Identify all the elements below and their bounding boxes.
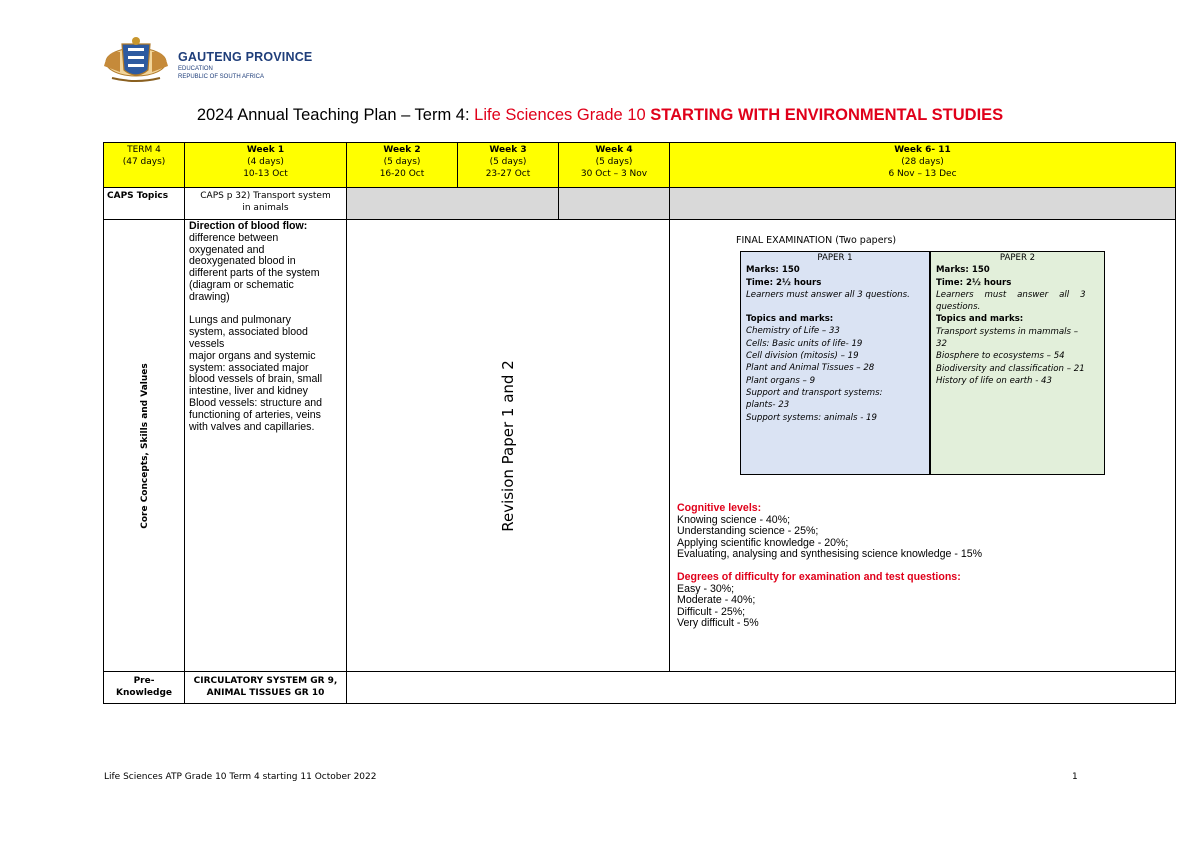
page-number: 1 [1072, 772, 1078, 782]
caps-topic-line-1: CAPS p 32) Transport system [200, 191, 331, 201]
header-week-6-11-days: (28 days) [901, 157, 944, 167]
pre-knowledge-label [103, 671, 185, 704]
paper-2-topic: History of life on earth - 43 [936, 375, 1052, 386]
gauteng-logo [98, 36, 328, 84]
title-part-plan: 2024 Annual Teaching Plan – Term 4: [196, 106, 475, 124]
header-week-1 [184, 142, 347, 188]
paper-2-marks: Marks: 150 [936, 265, 990, 276]
header-week-2 [346, 142, 458, 188]
w1-line: drawing) [189, 290, 230, 303]
pre-knowledge-line-2: ANIMAL TISSUES GR 10 [206, 688, 325, 698]
cognitive-level-item: Applying scientific knowledge - 20%; [677, 536, 849, 549]
header-term [103, 142, 185, 188]
paper-1-topic: Support and transport systems: [746, 387, 883, 398]
w1-line: oxygenated and [189, 243, 265, 256]
w1-line: major organs and systemic [189, 349, 316, 362]
title-part-focus: STARTING WITH ENVIRONMENTAL STUDIES [650, 106, 1004, 124]
paper-2-topic: Biosphere to ecosystems – 54 [936, 351, 1065, 362]
logo-subtitle-education: EDUCATION [178, 66, 213, 72]
difficulty-item: Moderate - 40%; [677, 594, 756, 607]
caps-topics-label-text: CAPS Topics [107, 191, 169, 201]
cognitive-level-item: Evaluating, analysing and synthesising science knowledge - 15% [677, 548, 983, 561]
caps-week-2-3-cell [346, 187, 559, 220]
w1-line: (diagram or schematic [189, 278, 294, 291]
header-week-1-label: Week 1 [246, 145, 285, 155]
w1-line: different parts of the system [189, 267, 320, 280]
footer-text: Life Sciences ATP Grade 10 Term 4 starting 11 October 2022 [104, 772, 377, 782]
header-week-3-label: Week 3 [489, 145, 527, 155]
core-concepts-label: Core Concepts, Skills and Values [140, 363, 150, 529]
pre-knowledge-rest [346, 671, 1176, 704]
coat-of-arms-icon [98, 36, 174, 84]
paper-1-topic: Chemistry of Life – 33 [746, 326, 840, 337]
header-week-2-days: (5 days) [383, 157, 421, 167]
difficulty-item: Difficult - 25%; [677, 605, 746, 618]
paper-1-topic: Cell division (mitosis) – 19 [746, 351, 859, 362]
header-week-6-11-label: Week 6- 11 [894, 145, 951, 155]
paper-2-topic: Biodiversity and classification – 21 [936, 363, 1085, 374]
paper-2-time: Time: 2½ hours [936, 277, 1012, 288]
cognitive-level-item: Understanding science - 25%; [677, 525, 819, 538]
header-week-6-11 [669, 142, 1176, 188]
header-week-3-days: (5 days) [489, 157, 527, 167]
w1-line: intestine, liver and kidney [189, 385, 308, 398]
w1-line: blood vessels of brain, small [189, 373, 323, 386]
logo-subtitle-republic: REPUBLIC OF SOUTH AFRICA [178, 74, 265, 80]
caps-week-4-cell [558, 187, 670, 220]
header-week-1-dates: 10-13 Oct [243, 169, 288, 179]
paper-1-topic: Support systems: animals - 19 [746, 412, 877, 423]
cognitive-levels-block [677, 503, 982, 630]
paper-1-marks: Marks: 150 [746, 265, 800, 276]
paper-1-note: Learners must answer all 3 questions. [746, 289, 910, 300]
cognitive-level-item: Knowing science - 40%; [677, 513, 791, 526]
paper-1-topic: Plant organs – 9 [746, 375, 816, 386]
final-exam-title: FINAL EXAMINATION (Two papers) [736, 235, 897, 246]
header-week-1-days: (4 days) [247, 157, 284, 167]
caps-topic-line-2: in animals [242, 203, 289, 213]
header-term-label: TERM 4 [127, 145, 161, 155]
header-week-6-11-dates: 6 Nov – 13 Dec [888, 169, 957, 179]
paper-2-note-2: questions. [936, 302, 981, 313]
header-week-3-dates: 23-27 Oct [485, 169, 531, 179]
w1-line: difference between [189, 231, 279, 244]
header-week-2-dates: 16-20 Oct [379, 169, 425, 179]
header-week-4-dates: 30 Oct – 3 Nov [580, 169, 648, 179]
w1-line: vessels [189, 337, 225, 350]
paper-1-topic: plants- 23 [746, 400, 790, 411]
paper-2-title: PAPER 2 [999, 253, 1036, 263]
caps-week-6-11-cell [669, 187, 1176, 220]
title-part-subject: Life Sciences Grade 10 [474, 106, 651, 124]
header-week-2-label: Week 2 [383, 145, 421, 155]
logo-title: GAUTENG PROVINCE [178, 50, 313, 64]
paper-1-time: Time: 2½ hours [746, 277, 822, 288]
w1-line: deoxygenated blood in [189, 255, 296, 268]
paper-1-box [740, 251, 930, 475]
core-concepts-week-1 [184, 219, 347, 672]
header-term-days: (47 days) [122, 157, 166, 167]
pre-knowledge-label-1: Pre- [133, 676, 155, 686]
caps-topic-week-1 [184, 187, 347, 220]
pre-knowledge-week-1 [184, 671, 347, 704]
paper-1-topics-head: Topics and marks: [746, 314, 834, 325]
header-week-4-label: Week 4 [595, 145, 633, 155]
difficulty-heading: Degrees of difficulty for examination and test questions: [677, 570, 961, 583]
w1-line: system: associated major [189, 361, 309, 374]
header-week-4 [558, 142, 670, 188]
w1-line: system, associated blood [189, 326, 308, 339]
paper-2-box [930, 251, 1105, 475]
paper-2-topics-head: Topics and marks: [936, 314, 1024, 325]
w1-line: functioning of arteries, veins [189, 408, 321, 421]
revision-cell [346, 219, 670, 672]
paper-2-topic: 32 [936, 339, 947, 350]
w1-line: Lungs and pulmonary [189, 314, 291, 327]
header-week-3 [457, 142, 559, 188]
w1-line: with valves and capillaries. [189, 420, 315, 433]
paper-1-title: PAPER 1 [817, 253, 853, 263]
pre-knowledge-label-2: Knowledge [115, 688, 173, 698]
revision-label: Revision Paper 1 and 2 [499, 359, 517, 532]
paper-1-topic: Cells: Basic units of life- 19 [746, 338, 863, 349]
cognitive-levels-heading: Cognitive levels: [677, 502, 762, 514]
core-concepts-label-cell [103, 219, 185, 672]
page-title [0, 106, 1200, 125]
paper-2-note-1: Learners must answer all 3 [936, 289, 1086, 300]
pre-knowledge-line-1: CIRCULATORY SYSTEM GR 9, [193, 676, 338, 686]
w1-line: Direction of blood flow: [189, 220, 308, 232]
paper-2-topic: Transport systems in mammals – [936, 326, 1079, 337]
difficulty-item: Very difficult - 5% [677, 617, 759, 630]
header-week-4-days: (5 days) [595, 157, 633, 167]
w1-line: Blood vessels: structure and [189, 396, 323, 409]
paper-1-topic: Plant and Animal Tissues – 28 [746, 363, 875, 374]
difficulty-item: Easy - 30%; [677, 582, 735, 595]
caps-topics-label [103, 187, 185, 220]
